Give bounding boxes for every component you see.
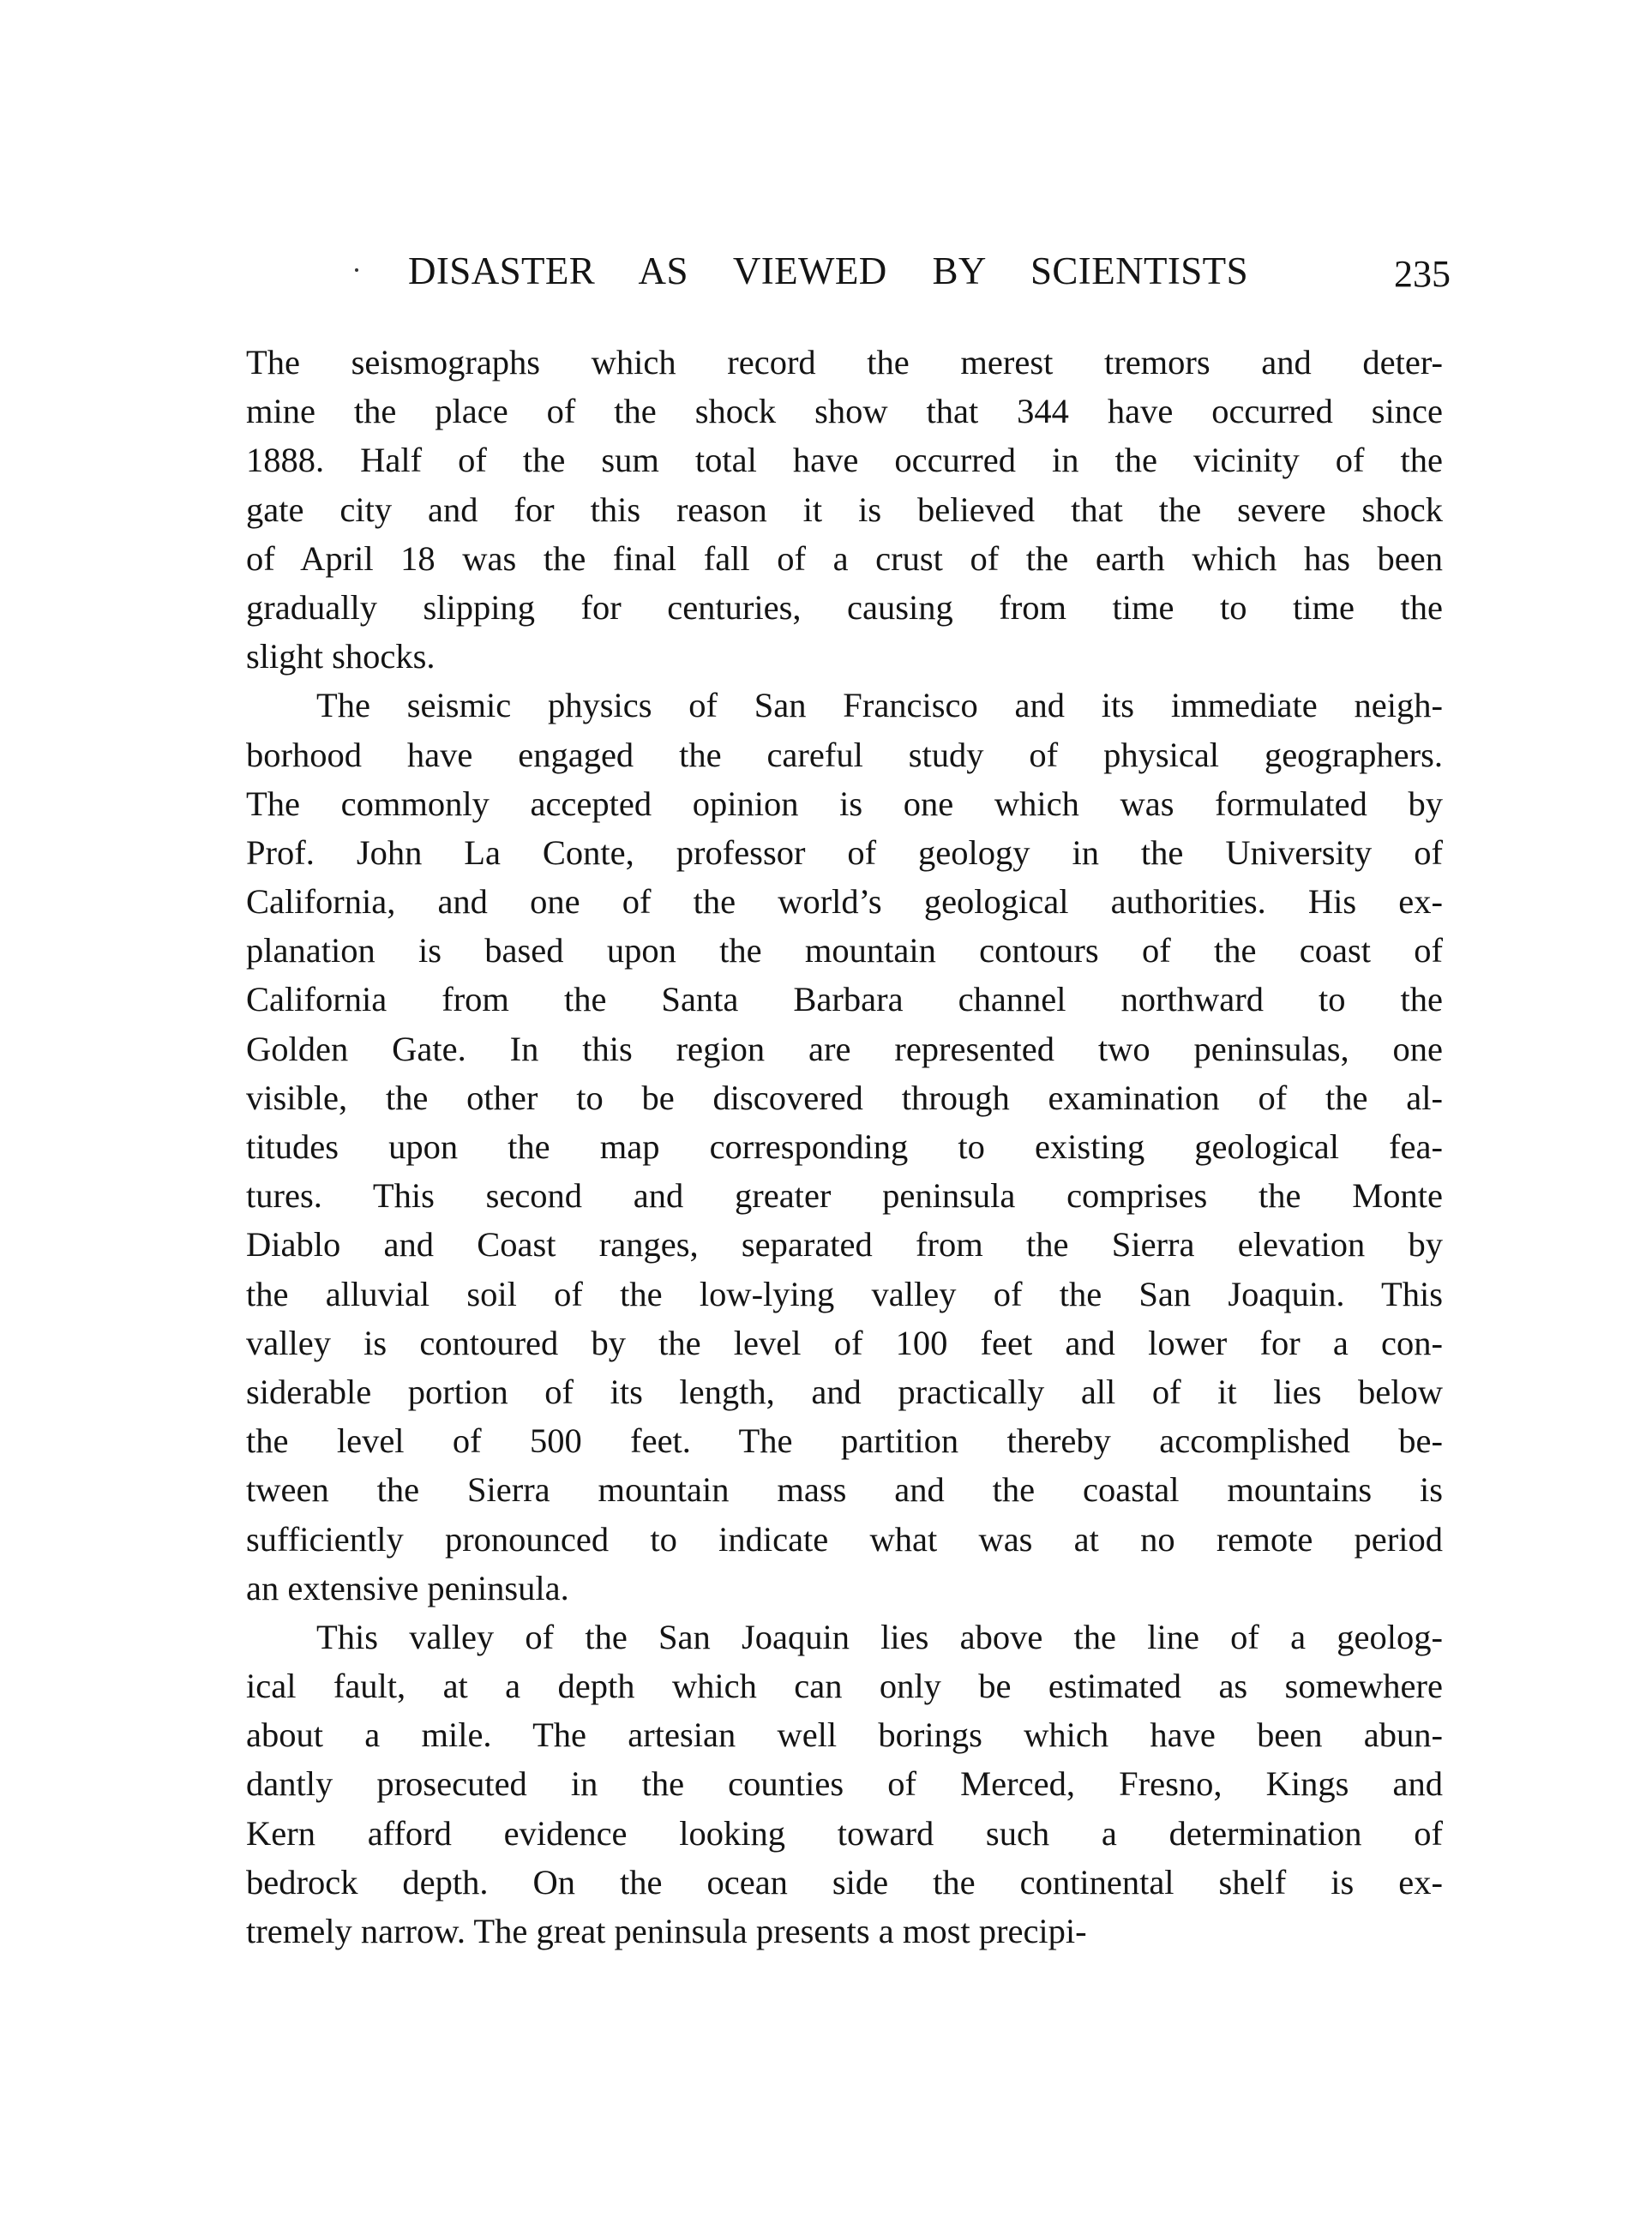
text-line: Kern afford evidence looking toward such a determination of (246, 1813, 1443, 1853)
scan-speck (355, 268, 358, 272)
text-line: visible, the other to be discovered through examination of the al- (246, 1078, 1443, 1117)
page-number: 235 (1394, 253, 1451, 295)
text-line: Diablo and Coast ranges, separated from the Sierra elevation by (246, 1225, 1443, 1265)
text-line: gate city and for this reason it is believed that the severe shock (246, 490, 1443, 529)
text-line: 1888. Half of the sum total have occurred in the vicinity of the (246, 441, 1443, 480)
text-line: slight shocks. (246, 637, 436, 676)
text-line: Golden Gate. In this region are represented two peninsulas, one (246, 1029, 1443, 1068)
text-line: dantly prosecuted in the counties of Merced, Fresno, Kings and (246, 1764, 1443, 1804)
text-line: bedrock depth. On the ocean side the continental shelf is ex- (246, 1862, 1443, 1902)
running-head-title: DISASTER AS VIEWED BY SCIENTISTS (408, 249, 1248, 292)
text-line: the alluvial soil of the low-lying valley of the San Joaquin. This (246, 1274, 1443, 1313)
paragraph (246, 681, 1443, 1613)
text-line: gradually slipping for centuries, causing from time to time the (246, 587, 1443, 627)
text-line: mine the place of the shock show that 344 have occurred since (246, 392, 1443, 431)
text-line: The seismic physics of San Francisco and its immediate neigh- (316, 686, 1443, 725)
text-line: the level of 500 feet. The partition thereby accomplished be- (246, 1421, 1443, 1461)
text-line: This valley of the San Joaquin lies above the line of a geolog- (316, 1617, 1443, 1656)
text-line: valley is contoured by the level of 100 feet and lower for a con- (246, 1323, 1443, 1362)
text-line: The commonly accepted opinion is one which was formulated by (246, 784, 1443, 823)
body-text (246, 338, 1443, 1956)
text-line: planation is based upon the mountain contours of the coast of (246, 931, 1443, 970)
paragraph (246, 338, 1443, 681)
text-line: of April 18 was the final fall of a crust of the earth which has been (246, 538, 1443, 578)
text-line: borhood have engaged the careful study of physical geographers. (246, 735, 1443, 774)
text-line: about a mile. The artesian well borings which have been abun- (246, 1715, 1443, 1755)
text-line: sufficiently pronounced to indicate what was at no remote period (246, 1519, 1443, 1559)
text-line: tremely narrow. The great peninsula presents a most precipi- (246, 1912, 1087, 1950)
paragraph (246, 1613, 1443, 1956)
text-line: The seismographs which record the merest tremors and deter- (246, 343, 1443, 382)
text-line: California from the Santa Barbara channel northward to the (246, 980, 1443, 1019)
text-line: an extensive peninsula. (246, 1568, 569, 1607)
text-line: siderable portion of its length, and practically all of it lies below (246, 1372, 1443, 1411)
text-line: ical fault, at a depth which can only be estimated as somewhere (246, 1667, 1443, 1706)
text-line: tures. This second and greater peninsula comprises the Monte (246, 1176, 1443, 1216)
text-line: California, and one of the world’s geological authorities. His ex- (246, 882, 1443, 922)
text-line: titudes upon the map corresponding to existing geological fea- (246, 1127, 1443, 1166)
text-line: Prof. John La Conte, professor of geology in the University of (246, 832, 1443, 872)
text-line: tween the Sierra mountain mass and the coastal mountains is (246, 1470, 1443, 1510)
